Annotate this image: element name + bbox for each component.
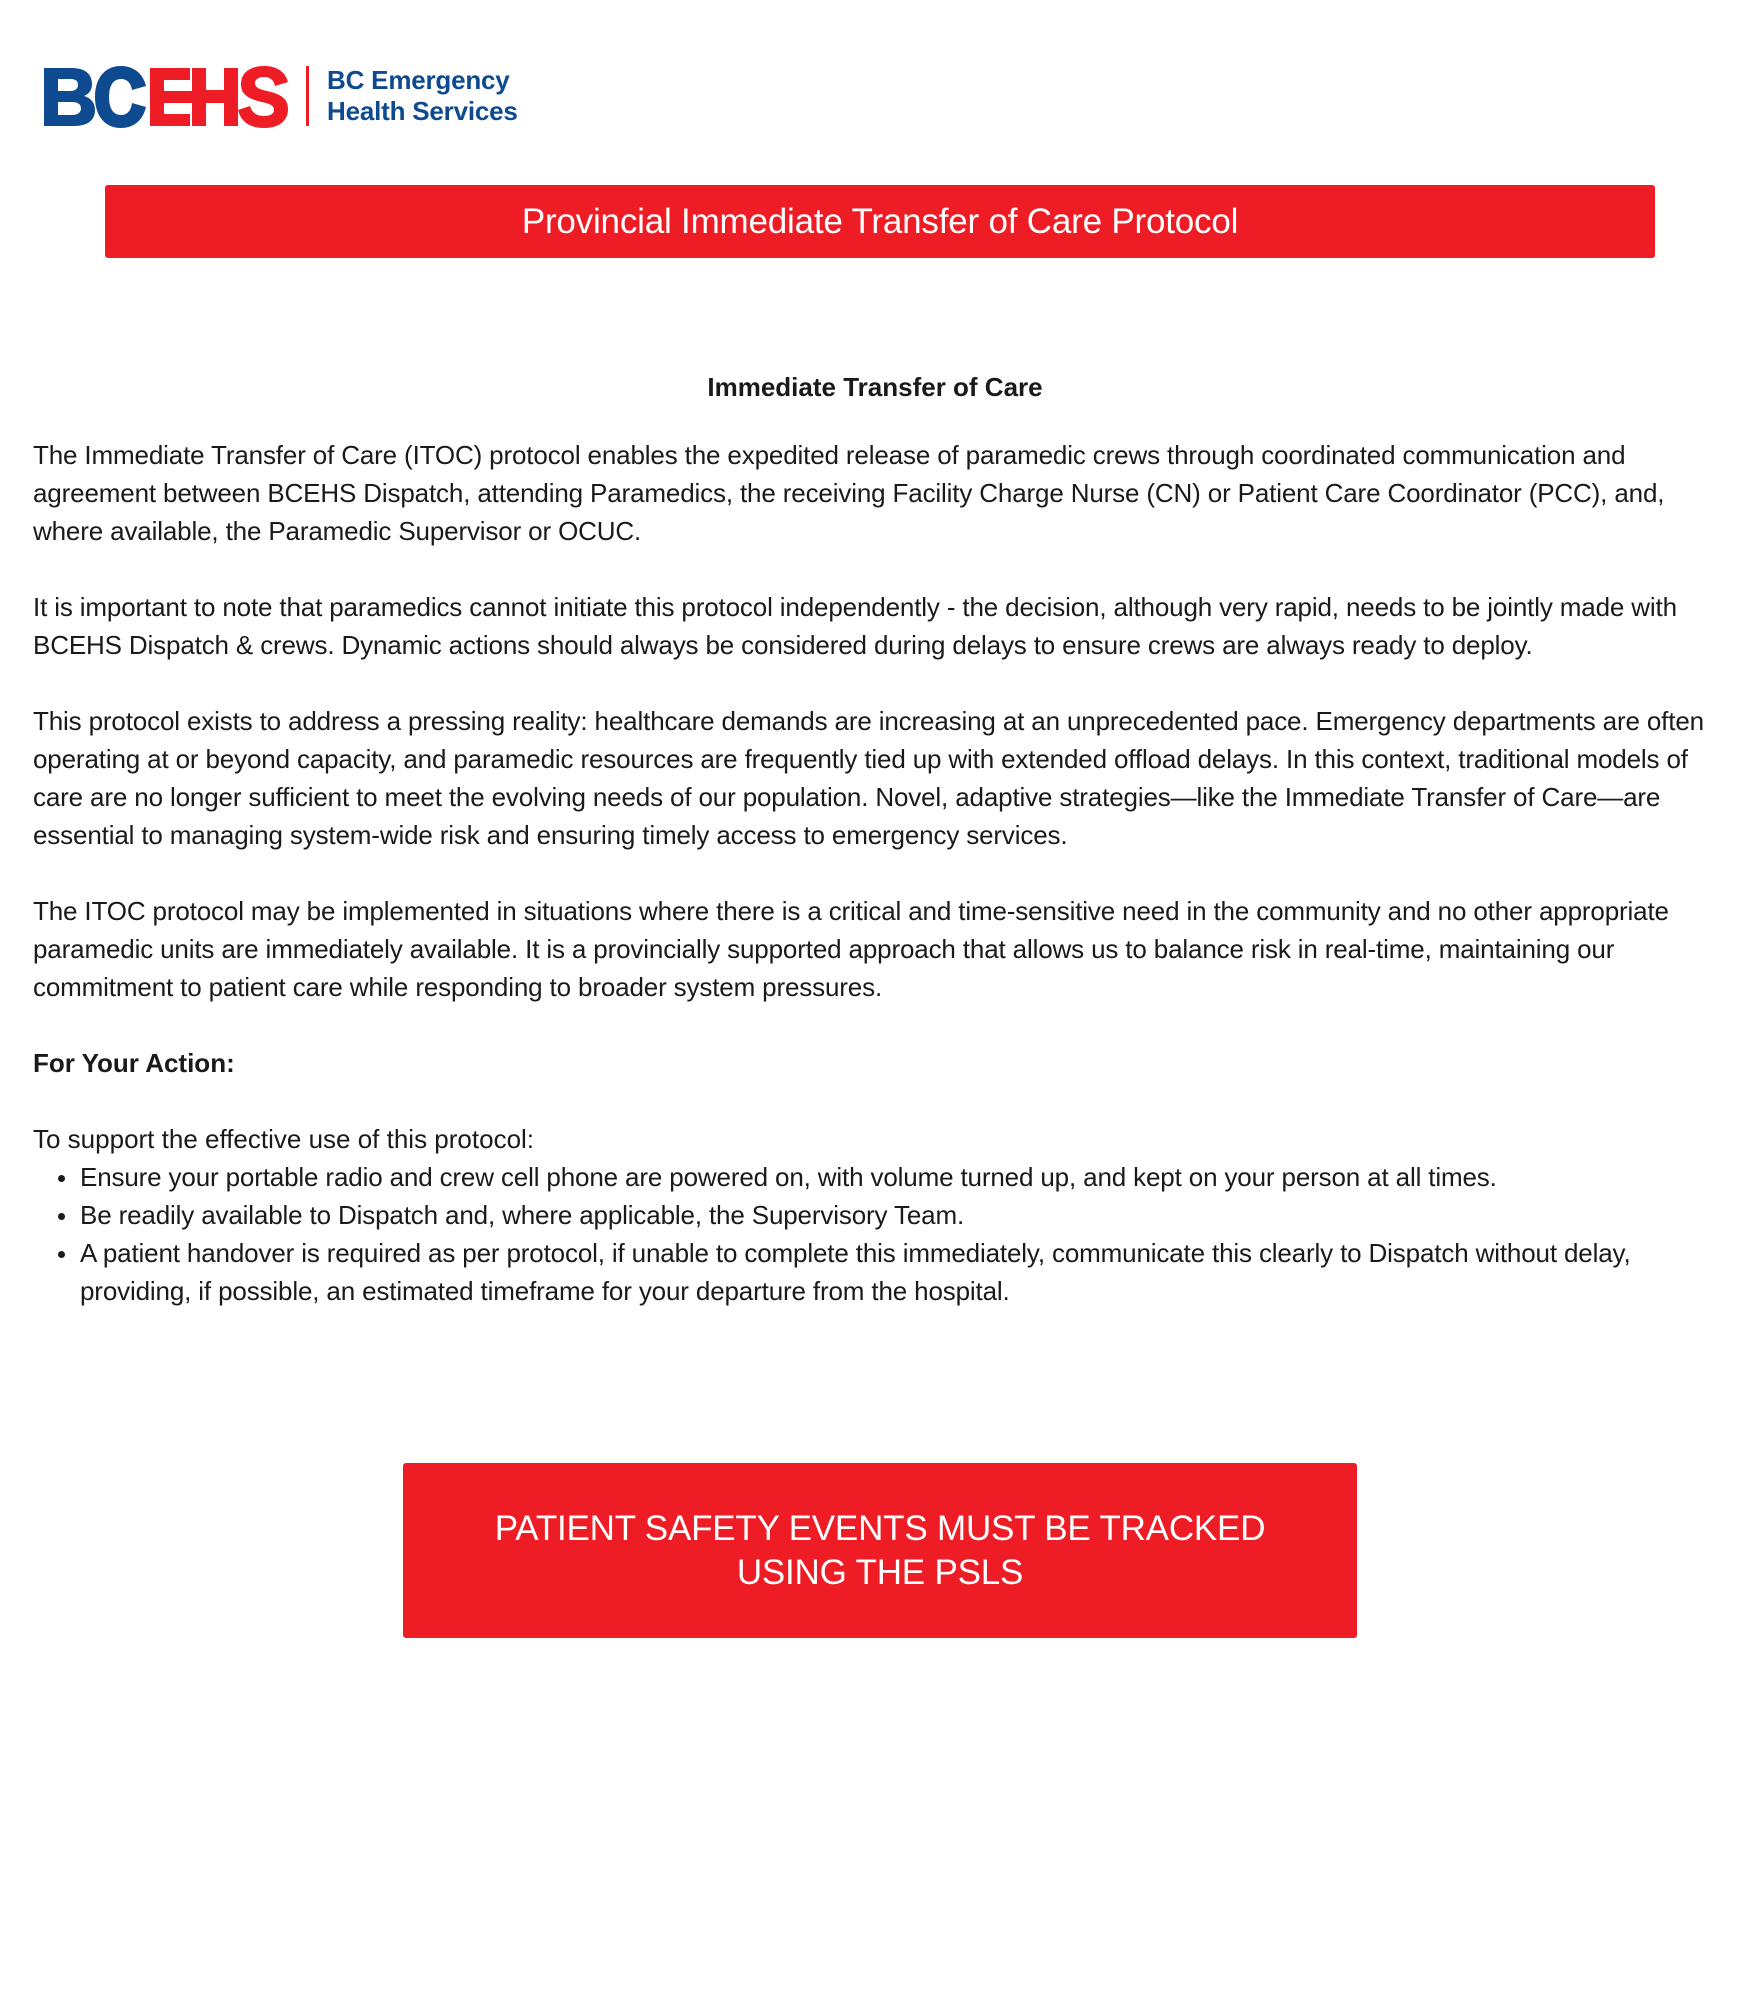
logo-divider — [306, 66, 309, 126]
bcehs-logo — [42, 60, 518, 132]
title-banner — [105, 185, 1655, 258]
paragraph-3: This protocol exists to address a pressing reality: healthcare demands are increasing at an unprecedented pace. Emergency departments are often operating at or beyond capacity, and paramedic resources are frequently tied up with extended offload delays. In this context, traditional models of care are no longer sufficient to meet the evolving needs of our population. Novel, adaptive strategies—like the Immediate Transfer of Care—are essential to managing system-wide risk and ensuring timely access to emergency services. — [33, 706, 1704, 850]
paragraph-4: The ITOC protocol may be implemented in situations where there is a critical and time-sensitive need in the community and no other appropriate paramedic units are immediately available. It is a provincially supported approach that allows us to balance risk in real-time, maintaining our commitment to patient care while responding to broader system pressures. — [33, 896, 1669, 1002]
paragraph-2: It is important to note that paramedics cannot initiate this protocol independently - the decision, although very rapid, needs to be jointly made with BCEHS Dispatch & crews. Dynamic actions should always be considered during delays to ensure crews are always ready to deploy. — [33, 592, 1677, 660]
action-intro: To support the effective use of this protocol: — [33, 1124, 535, 1154]
logo-line-1: BC Emergency — [327, 65, 510, 95]
main-content — [33, 370, 1733, 1310]
action-item: A patient handover is required as per protocol, if unable to complete this immediately, communicate this clearly to Dispatch without delay, providing, if possible, an estimated timeframe for your departure from the hospital. — [33, 1234, 1733, 1310]
action-item: Ensure your portable radio and crew cell phone are powered on, with volume turned up, and kept on your person at all times. — [33, 1158, 1733, 1196]
action-item: Be readily available to Dispatch and, where applicable, the Supervisory Team. — [33, 1196, 1733, 1234]
logo-line-2: Health Services — [327, 96, 518, 126]
logo-text — [327, 65, 518, 127]
alert-text: PATIENT SAFETY EVENTS MUST BE TRACKED USING THE PSLS — [494, 1508, 1266, 1592]
psls-alert-banner — [403, 1463, 1357, 1638]
action-list — [33, 1158, 1733, 1310]
banner-title: Provincial Immediate Transfer of Care Protocol — [521, 201, 1239, 241]
action-heading: For Your Action: — [33, 1048, 235, 1078]
paragraph-1: The Immediate Transfer of Care (ITOC) protocol enables the expedited release of paramedic crews through coordinated communication and agreement between BCEHS Dispatch, attending Paramedics, the receiving Facility Charge Nurse (CN) or Patient Care Coordinator (PCC), and, where available, the Paramedic Supervisor or OCUC. — [33, 440, 1665, 546]
bcehs-wordmark — [42, 60, 292, 132]
page-heading: Immediate Transfer of Care — [707, 372, 1043, 402]
